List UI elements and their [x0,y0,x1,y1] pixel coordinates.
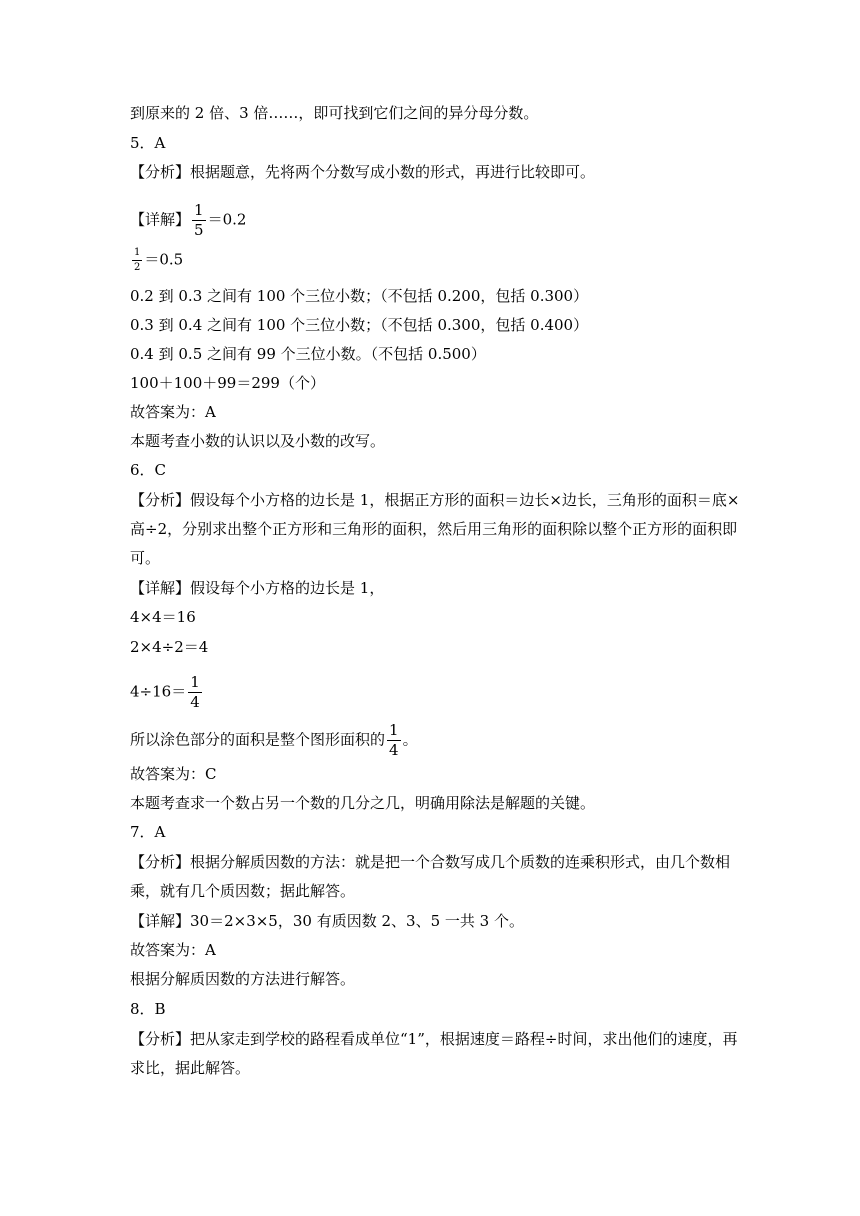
q7-conclusion: 故答案为：A [130,941,216,959]
question-7-answer: 7．A [130,823,166,841]
fraction: $\frac{1}{4}$ [389,721,399,759]
q5-detail-line: 0.2 到 0.3 之间有 100 个三位小数；（不包括 0.200，包括 0.300） [130,287,589,305]
fraction: $\frac{1}{4}$ [190,673,200,711]
q5-detail-line: 0.4 到 0.5 之间有 99 个三位小数。（不包括 0.500） [130,345,486,363]
q7-analysis: 【分析】根据分解质因数的方法：就是把一个合数写成几个质数的连乘积形式，由几个数相 [130,853,731,871]
text-line: 到原来的 2 倍、3 倍……，即可找到它们之间的异分母分数。 [130,104,539,122]
q5-comment: 本题考查小数的认识以及小数的改写。 [130,432,386,450]
detail-label: 【详解】 [130,210,191,229]
q6-conclusion: 故答案为：C [130,765,217,783]
q6-detail-line: 4×4＝16 [130,608,196,626]
question-6-answer: 6．C [130,461,167,479]
q6-detail-line: 4÷16＝ $\frac{1}{4}$ [130,673,200,711]
q8-analysis: 【分析】把从家走到学校的路程看成单位“1”，根据速度＝路程÷时间，求出他们的速度，再 [130,1030,738,1048]
q6-comment: 本题考查求一个数占另一个数的几分之几，明确用除法是解题的关键。 [130,794,596,812]
q5-detail-line: 100＋100＋99＝299（个） [130,374,325,392]
q5-analysis: 【分析】根据题意，先将两个分数写成小数的形式，再进行比较即可。 [130,163,596,181]
q7-analysis: 乘，就有几个质因数；据此解答。 [130,882,356,900]
fraction: $\frac{1}{2}$ [134,247,141,273]
q6-detail-line: 2×4÷2＝4 [130,638,209,656]
q7-comment: 根据分解质因数的方法进行解答。 [130,970,356,988]
q5-detail-line: 0.3 到 0.4 之间有 100 个三位小数；（不包括 0.300，包括 0.400） [130,316,589,334]
q6-analysis: 高÷2，分别求出整个正方形和三角形的面积，然后用三角形的面积除以整个正方形的面积即 [130,520,738,538]
q6-analysis: 可。 [130,549,161,567]
question-8-answer: 8．B [130,1000,166,1018]
q7-detail-line: 【详解】30＝2×3×5，30 有质因数 2、3、5 一共 3 个。 [130,912,524,930]
q5-conclusion: 故答案为：A [130,403,216,421]
q6-detail-line: 所以涂色部分的面积是整个图形面积的 $\frac{1}{4}$ 。 [130,721,418,759]
q6-detail-line: 【详解】假设每个小方格的边长是 1， [130,579,385,597]
q5-detail-line: $\frac{1}{2}$ ＝0.5 [134,247,184,273]
q5-detail-line: 【详解】 $\frac{1}{5}$ ＝0.2 [130,201,247,239]
q6-analysis: 【分析】假设每个小方格的边长是 1，根据正方形的面积＝边长×边长，三角形的面积＝底× [130,491,740,509]
q8-analysis: 求比，据此解答。 [130,1059,251,1077]
fraction: $\frac{1}{5}$ [194,201,204,239]
question-5-answer: 5．A [130,134,166,152]
